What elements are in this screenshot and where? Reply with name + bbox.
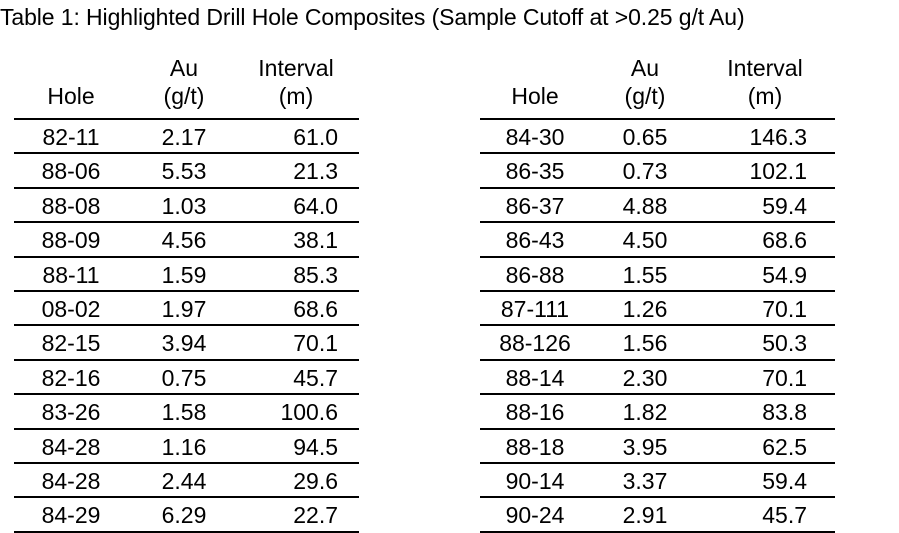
cell-hole: 83-26 — [41, 399, 101, 426]
cell-au: 2.17 — [161, 124, 207, 150]
cell-au: 0.75 — [161, 364, 207, 391]
right-table-body — [480, 120, 835, 533]
cell-au: 1.59 — [161, 261, 207, 288]
header-hole: Hole — [47, 83, 95, 109]
cell-au: 2.30 — [622, 364, 668, 391]
cell-hole: 84-29 — [41, 502, 101, 529]
header-interval: Interval (m) — [727, 55, 803, 109]
right-table — [480, 52, 835, 533]
table-row — [480, 326, 835, 360]
cell-interval: 70.1 — [293, 330, 338, 357]
table-row — [14, 395, 359, 429]
table-row — [480, 154, 835, 188]
cell-interval: 62.5 — [762, 433, 807, 460]
cell-interval: 94.5 — [293, 433, 338, 460]
cell-interval: 50.3 — [762, 330, 807, 357]
cell-interval: 64.0 — [293, 192, 338, 219]
cell-hole: 88-08 — [41, 192, 101, 219]
header-interval: Interval (m) — [258, 55, 334, 109]
cell-interval: 45.7 — [762, 502, 807, 529]
table-row — [14, 223, 359, 257]
header-hole: Hole — [511, 83, 559, 109]
cell-au: 1.97 — [161, 295, 207, 322]
table-row — [14, 326, 359, 360]
cell-interval: 38.1 — [293, 227, 338, 254]
cell-hole: 88-09 — [41, 227, 101, 254]
header-au: Au (g/t) — [624, 55, 666, 109]
cell-au: 4.50 — [622, 227, 668, 254]
table-row — [480, 120, 835, 154]
cell-au: 1.56 — [622, 330, 668, 357]
cell-hole: 86-43 — [505, 227, 565, 254]
table-row — [14, 258, 359, 292]
cell-interval: 102.1 — [749, 158, 807, 185]
cell-au: 3.95 — [622, 433, 668, 460]
cell-au: 2.44 — [161, 467, 207, 494]
table-row — [14, 189, 359, 223]
cell-interval: 146.3 — [749, 124, 807, 150]
cell-au: 3.94 — [161, 330, 207, 357]
table-row — [14, 292, 359, 326]
cell-interval: 83.8 — [762, 399, 807, 426]
cell-interval: 22.7 — [293, 502, 338, 529]
table-row — [480, 430, 835, 464]
table-row — [14, 498, 359, 532]
cell-au: 1.82 — [622, 399, 668, 426]
table-row — [14, 154, 359, 188]
cell-au: 1.03 — [161, 192, 207, 219]
cell-hole: 87-111 — [500, 295, 570, 322]
table-row — [480, 189, 835, 223]
table-title: Table 1: Highlighted Drill Hole Composites (Sample Cutoff at >0.25 g/t Au) — [0, 4, 745, 30]
cell-hole: 08-02 — [41, 295, 101, 322]
table-row — [480, 258, 835, 292]
cell-interval: 68.6 — [762, 227, 807, 254]
cell-hole: 84-30 — [505, 124, 565, 150]
cell-hole: 86-35 — [505, 158, 565, 185]
table-row — [14, 120, 359, 154]
cell-au: 1.16 — [161, 433, 207, 460]
cell-au: 2.91 — [622, 502, 668, 529]
table-row — [480, 292, 835, 326]
table-row — [480, 395, 835, 429]
cell-interval: 45.7 — [293, 364, 338, 391]
table-row — [480, 223, 835, 257]
cell-hole: 88-06 — [41, 158, 101, 185]
cell-interval: 59.4 — [762, 467, 807, 494]
cell-hole: 88-11 — [42, 261, 100, 288]
cell-au: 4.56 — [161, 227, 207, 254]
cell-interval: 59.4 — [762, 192, 807, 219]
left-table — [14, 52, 359, 533]
cell-interval: 100.6 — [280, 399, 338, 426]
cell-au: 1.58 — [161, 399, 207, 426]
cell-interval: 54.9 — [762, 261, 807, 288]
cell-hole: 88-18 — [505, 433, 565, 460]
table-row — [14, 361, 359, 395]
left-table-header — [14, 52, 359, 120]
cell-hole: 88-126 — [499, 330, 571, 357]
cell-au: 0.73 — [622, 158, 668, 185]
cell-interval: 21.3 — [293, 158, 338, 185]
cell-hole: 82-16 — [41, 364, 101, 391]
cell-interval: 29.6 — [293, 467, 338, 494]
cell-hole: 84-28 — [41, 433, 101, 460]
cell-hole: 88-14 — [505, 364, 565, 391]
table-row — [480, 464, 835, 498]
cell-hole: 88-16 — [505, 399, 565, 426]
right-table-header — [480, 52, 835, 120]
cell-au: 5.53 — [161, 158, 207, 185]
cell-au: 6.29 — [161, 502, 207, 529]
cell-interval: 70.1 — [762, 364, 807, 391]
table-row — [480, 498, 835, 532]
cell-au: 0.65 — [622, 124, 668, 150]
cell-interval: 85.3 — [293, 261, 338, 288]
cell-hole: 90-14 — [505, 467, 565, 494]
left-table-body — [14, 120, 359, 533]
cell-hole: 82-15 — [41, 330, 101, 357]
cell-interval: 61.0 — [293, 124, 338, 150]
header-au: Au (g/t) — [163, 55, 205, 109]
cell-au: 4.88 — [622, 192, 668, 219]
cell-interval: 70.1 — [762, 295, 807, 322]
table-row — [14, 430, 359, 464]
cell-hole: 90-24 — [505, 502, 565, 529]
cell-au: 1.26 — [622, 295, 668, 322]
cell-hole: 84-28 — [41, 467, 101, 494]
table-row — [480, 361, 835, 395]
cell-au: 1.55 — [622, 261, 668, 288]
cell-interval: 68.6 — [293, 295, 338, 322]
cell-hole: 86-88 — [505, 261, 565, 288]
cell-hole: 86-37 — [505, 192, 565, 219]
cell-au: 3.37 — [622, 467, 668, 494]
cell-hole: 82-11 — [42, 124, 100, 150]
table-row — [14, 464, 359, 498]
